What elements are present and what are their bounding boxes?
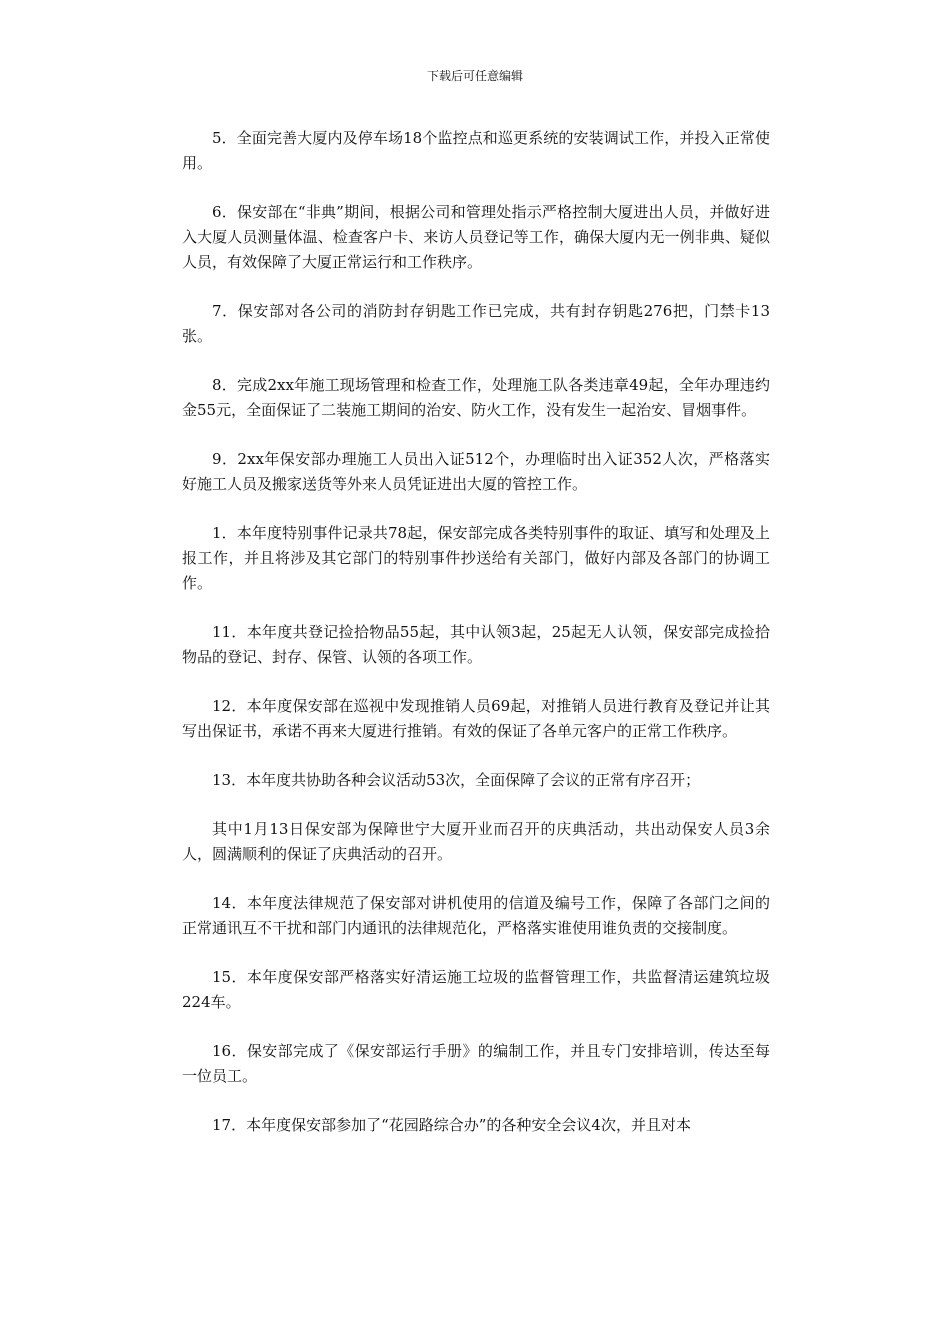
paragraph-item-17: 17．本年度保安部参加了“花园路综合办”的各种安全会议4次，并且对本 [212,1116,691,1134]
paragraph-item-8: 8．完成2xx年施工现场管理和检查工作，处理施工队各类违章49起，全年办理违约金55元，全面保证了二装施工期间的治安、防火工作，没有发生一起治安、冒烟事件。 [182,376,770,419]
paragraph-item-7: 7．保安部对各公司的消防封存钥匙工作已完成，共有封存钥匙276把，门禁卡13张。 [182,302,770,345]
paragraph-item-12: 12．本年度保安部在巡视中发现推销人员69起，对推销人员进行教育及登记并让其写出保证书，承诺不再来大厦进行推销。有效的保证了各单元客户的正常工作秩序。 [182,697,770,740]
paragraph-item-1: 1．本年度特别事件记录共78起，保安部完成各类特别事件的取证、填写和处理及上报工作，并且将涉及其它部门的特别事件抄送给有关部门，做好内部及各部门的协调工作。 [182,524,770,592]
paragraph-item-16: 16．保安部完成了《保安部运行手册》的编制工作，并且专门安排培训，传达至每一位员工。 [182,1042,770,1085]
document-body [182,126,770,1162]
paragraph-item-13-continued: 其中1月13日保安部为保障世宁大厦开业而召开的庆典活动，共出动保安人员3余人，圆满顺利的保证了庆典活动的召开。 [182,820,770,863]
paragraph-item-13: 13．本年度共协助各种会议活动53次，全面保障了会议的正常有序召开； [212,771,701,789]
paragraph-item-11: 11．本年度共登记捡拾物品55起，其中认领3起，25起无人认领，保安部完成捡拾物品的登记、封存、保管、认领的各项工作。 [182,623,770,666]
paragraph-item-6: 6．保安部在“非典”期间，根据公司和管理处指示严格控制大厦进出人员，并做好进入大厦人员测量体温、检查客户卡、来访人员登记等工作，确保大厦内无一例非典、疑似人员，有效保障了大厦正常运行和工作秩序。 [182,203,770,271]
paragraph-item-14: 14．本年度法律规范了保安部对讲机使用的信道及编号工作，保障了各部门之间的正常通讯互不干扰和部门内通讯的法律规范化，严格落实谁使用谁负责的交接制度。 [182,894,770,937]
paragraph-item-5: 5．全面完善大厦内及停车场18个监控点和巡更系统的安装调试工作，并投入正常使用。 [182,129,770,172]
paragraph-item-9: 9．2xx年保安部办理施工人员出入证512个，办理临时出入证352人次，严格落实好施工人员及搬家送货等外来人员凭证进出大厦的管控工作。 [182,450,770,493]
page-header: 下载后可任意编辑 [426,69,523,83]
paragraph-item-15: 15．本年度保安部严格落实好清运施工垃圾的监督管理工作，共监督清运建筑垃圾224车。 [182,968,770,1011]
